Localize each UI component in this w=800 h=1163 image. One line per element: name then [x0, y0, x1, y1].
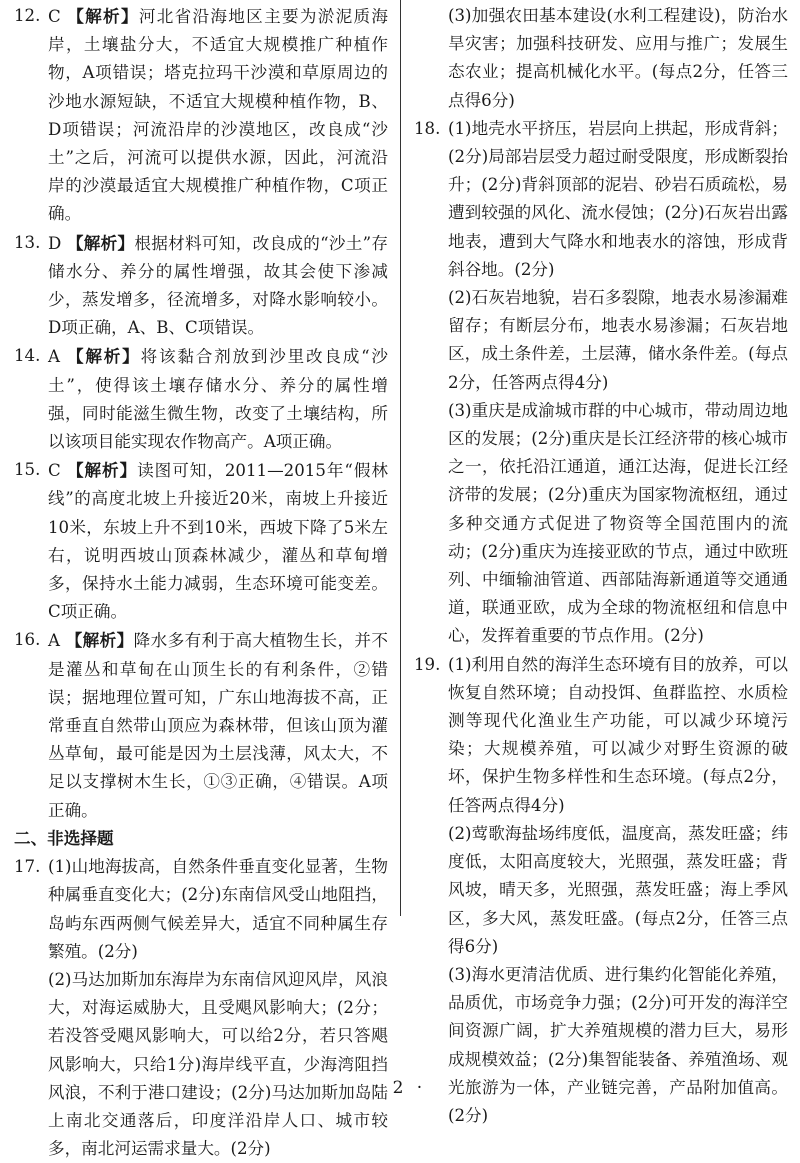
analysis-text: 降水多有利于高大植物生长，并不是灌丛和草甸在山顶生长的有利条件，②错误；据地理位置可知，广东山地海拔不高，正常垂直自然带山顶应为森林带，但该山顶为灌丛草甸，最可能是因为土层浅薄，风太大，不足以支撑树木生长，①③正确，④错误。A项正确。 [48, 631, 389, 820]
analysis-tag: 【解析】 [65, 630, 134, 651]
answer-item-14 [14, 342, 388, 456]
item-number: 14. [14, 346, 41, 366]
answer-part-2: (2)马达加斯加东海岸为东南信风迎风岸，风浪大，对海运威胁大，且受飓风影响大；(2分；若没答受飓风影响大，可以给2分，若只答飓风影响大，只给1分)海岸线平直，少海湾阻挡风浪，不利于港口建设；(2分)马达加斯加岛陆上南北交通落后，印度洋沿岸人口、城市较多，南北河运需求量大。(2分) [48, 969, 388, 1159]
answer-item-17 [14, 853, 388, 1163]
answer-item-13 [14, 229, 388, 343]
answer-part-1: (1)山地海拔高，自然条件垂直变化显著，生物种属垂直变化大；(2分)东南信风受山地阻挡，岛屿东西两侧气候差异大，适宜不同种属生存繁殖。(2分) [48, 857, 388, 961]
answer-part-2: (2)莺歌海盐场纬度低，温度高，蒸发旺盛；纬度低，太阳高度较大，光照强，蒸发旺盛；背风坡，晴天多，光照强，蒸发旺盛；海上季风区，多大风，蒸发旺盛。(每点2分，任答三点得6分) [448, 823, 788, 956]
item-number: 18. [414, 118, 441, 138]
answer-item-19 [414, 651, 788, 1130]
answer-choice: D [48, 233, 62, 253]
analysis-text: 将该黏合剂放到沙里改良成“沙土”，使得该土壤存储水分、养分的属性增强，同时能滋生微生物，改变了土壤结构，所以该项目能实现农作物高产。A项正确。 [48, 347, 389, 452]
answer-part-2: (2)石灰岩地貌，岩石多裂隙，地表水易渗漏难留存；有断层分布，地表水易渗漏；石灰岩地区，成土条件差，土层薄，储水条件差。(每点2分，任答两点得4分) [448, 288, 788, 392]
analysis-tag: 【解析】 [67, 6, 139, 26]
analysis-tag: 【解析】 [67, 346, 141, 367]
answer-choice: C [48, 7, 61, 26]
answer-part-3: (3)加强农田基本建设(水利工程建设)，防治水旱灾害；加强科技研发、应用与推广；发展生态农业；提高机械化水平。(每点2分，任答三点得6分) [448, 6, 788, 110]
answer-item-18 [414, 115, 788, 651]
page-number: · 2 · [373, 1078, 427, 1098]
section-heading: 二、非选择题 [14, 828, 114, 848]
answer-item-12 [14, 2, 388, 229]
item-number: 16. [14, 630, 41, 650]
answer-item-17-continued [414, 2, 788, 115]
item-number: 17. [14, 857, 41, 877]
answer-choice: A [48, 347, 60, 367]
item-number: 13. [14, 232, 41, 252]
item-number: 12. [14, 6, 41, 25]
answer-choice: C [48, 461, 61, 481]
analysis-text: 根据材料可知，改良成的“沙土”存储水分、养分的属性增强，故其会使下渗减少，蒸发增多，径流增多，对降水影响较小。D项正确，A、B、C项错误。 [48, 233, 388, 338]
answer-part-1: (1)利用自然的海洋生态环境有目的放养，可以恢复自然环境；自动投饵、鱼群监控、水质检测等现代化渔业生产功能，可以减少环境污染；大规模养殖，可以减少对野生资源的破坏，保护生物多样性和生态环境。(每点2分，任答两点得4分) [448, 654, 788, 815]
answer-choice: A [48, 631, 60, 651]
analysis-tag: 【解析】 [66, 460, 138, 481]
analysis-text: 读图可知，2011—2015年“假林线”的高度北坡上升接近20米，南坡上升接近10米，东坡上升不到10米，西坡下降了5米左右，说明西坡山顶森林减少，灌丛和草甸增多，保持水土能力减弱，生态环境可能变差。C项正确。 [48, 461, 388, 622]
answer-part-3: (3)重庆是成渝城市群的中心城市，带动周边地区的发展；(2分)重庆是长江经济带的核心城市之一，依托沿江通道，通江达海，促进长江经济带的发展；(2分)重庆为国家物流枢纽，通过多种交通方式促进了物资等全国范围内的流动；(2分)重庆为连接亚欧的节点，通过中欧班列、中缅输油管道、西部陆海新通道等交通通道，联通亚欧，成为全球的物流枢纽和信息中心，发挥着重要的节点作用。(2分) [448, 400, 788, 646]
column-divider [400, 0, 401, 916]
item-number: 19. [414, 654, 441, 674]
analysis-tag: 【解析】 [66, 232, 135, 253]
left-column [14, 2, 388, 1163]
analysis-text: 河北省沿海地区主要为淤泥质海岸，土壤盐分大，不适宜大规模推广种植作物，A项错误；塔克拉玛干沙漠和草原周边的沙地水源短缺，不适宜大规模种植作物，B、D项错误；河流沿岸的沙漠地区，改良成“沙土”之后，河流可以提供水源，因此，河流沿岸的沙漠最适宜大规模推广种植作物，C项正确。 [48, 7, 389, 224]
answer-item-16 [14, 626, 388, 824]
answer-part-1: (1)地壳水平挤压，岩层向上拱起，形成背斜；(2分)局部岩层受力超过耐受限度，形成断裂抬升；(2分)背斜顶部的泥岩、砂岩石质疏松，易遭到较强的风化、流水侵蚀；(2分)石灰岩出露地表，遭到大气降水和地表水的溶蚀，形成背斜谷地。(2分) [448, 118, 788, 279]
right-column [414, 2, 788, 1130]
answer-part-3: (3)海水更清洁优质、进行集约化智能化养殖，品质优，市场竞争力强；(2分)可开发的海洋空间资源广阔，扩大养殖规模的潜力巨大，易形成规模效益；(2分)集智能装备、养殖渔场、观光旅游为一体，产业链完善，产品附加值高。(2分) [448, 964, 788, 1125]
item-number: 15. [14, 460, 41, 480]
answer-item-15 [14, 456, 388, 626]
